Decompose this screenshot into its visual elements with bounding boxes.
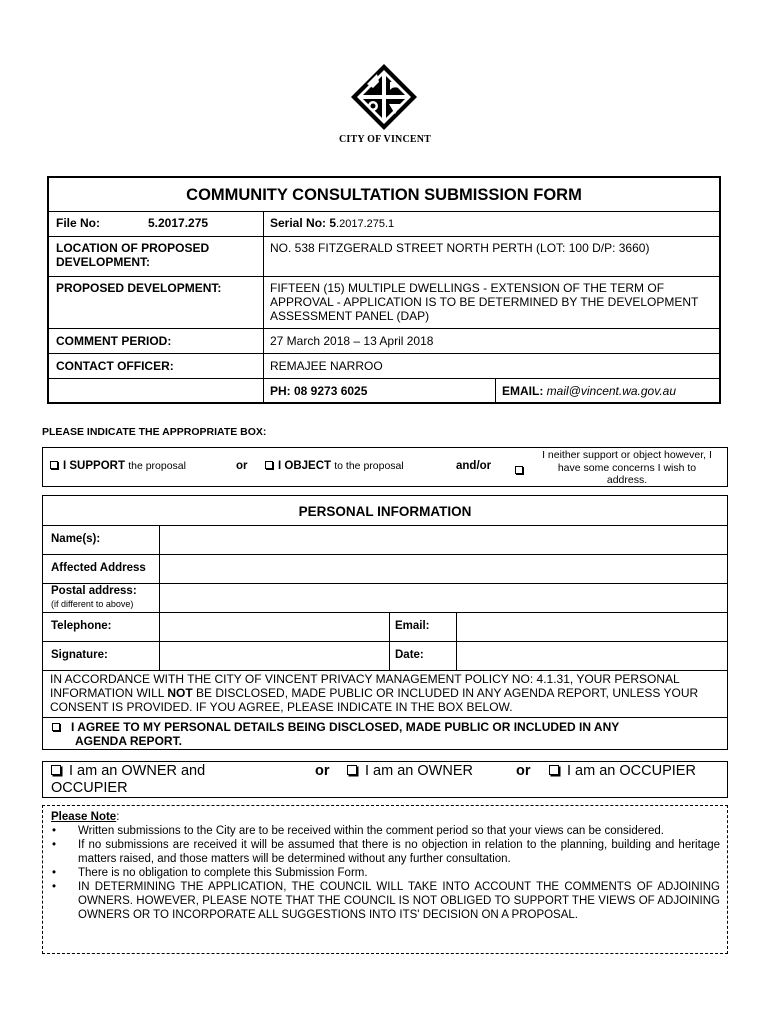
form-title: COMMUNITY CONSULTATION SUBMISSION FORM	[186, 186, 582, 204]
contact-officer-value: REMAJEE NARROO	[270, 359, 383, 373]
owner-occupier-checkbox[interactable]	[51, 765, 61, 775]
personal-information-section	[42, 495, 728, 750]
city-of-vincent-logo	[349, 62, 419, 132]
contact-officer-label: CONTACT OFFICER:	[56, 359, 174, 373]
or-text: or	[315, 763, 330, 779]
consent-checkbox[interactable]	[52, 723, 60, 731]
postal-address-field[interactable]	[160, 584, 727, 612]
file-no-label: File No:	[56, 216, 100, 230]
email-label: Email:	[395, 620, 430, 632]
signature-field[interactable]	[160, 642, 389, 670]
or-text-2: or	[516, 763, 531, 779]
owner-option[interactable]: I am an OWNER	[347, 763, 473, 779]
object-option[interactable]: I OBJECT to the proposal	[265, 460, 404, 472]
telephone-label: Telephone:	[51, 620, 112, 632]
postal-address-note: (if different to above)	[51, 599, 134, 609]
contact-email: EMAIL: mail@vincent.wa.gov.au	[502, 384, 677, 398]
personal-information-title: PERSONAL INFORMATION	[298, 504, 472, 519]
signature-label: Signature:	[51, 649, 108, 661]
support-checkbox[interactable]	[50, 461, 58, 469]
concerns-checkbox[interactable]	[515, 466, 523, 474]
email-field[interactable]	[457, 613, 727, 641]
note-list	[51, 824, 720, 922]
telephone-field[interactable]	[160, 613, 389, 641]
owner-checkbox[interactable]	[347, 765, 357, 775]
please-note-section	[42, 805, 728, 954]
note-item: • If no submissions are received it will be assumed that there is no objection in relation to the planning, building and heritage matters raised, and those matters will be determined without any further consultation.	[52, 839, 720, 865]
occupier-option[interactable]: I am an OCCUPIER	[549, 763, 696, 779]
comment-period-value: 27 March 2018 – 13 April 2018	[270, 334, 434, 348]
privacy-statement: IN ACCORDANCE WITH THE CITY OF VINCENT PRIVACY MANAGEMENT POLICY NO: 4.1.31, YOUR PERSONAL INFORMATION WILL NOT BE DISCLOSED, MADE PUBLIC OR INCLUDED IN ANY AGENDA REPORT, UNLESS YOUR CONSENT IS PROVIDED. IF YOU AGREE, PLEASE INDICATE IN THE BOX BELOW.	[50, 672, 699, 714]
note-heading: Please Note:	[51, 811, 120, 823]
application-details-table	[47, 176, 721, 404]
occupier-checkbox[interactable]	[549, 765, 559, 775]
object-checkbox[interactable]	[265, 461, 273, 469]
note-item: • IN DETERMINING THE APPLICATION, THE COUNCIL WILL TAKE INTO ACCOUNT THE COMMENTS OF ADJOINING OWNERS. HOWEVER, PLEASE NOTE THAT THE COUNCIL IS NOT OBLIGED TO SUPPORT THE VIEWS OF ADJOINING OWNERS OR TO INCORPORATE ALL SUGGESTIONS INTO ITS' DECISION ON A PROPOSAL.	[52, 881, 720, 921]
location-value: NO. 538 FITZGERALD STREET NORTH PERTH (LOT: 100 D/P: 3660)	[270, 241, 650, 255]
andor-text: and/or	[456, 460, 492, 472]
organisation-name: CITY OF VINCENT	[338, 134, 432, 145]
location-label: LOCATION OF PROPOSED DEVELOPMENT:	[56, 241, 210, 269]
note-item: • Written submissions to the City are to be received within the comment period so that your views can be considered.	[52, 825, 664, 837]
proposed-development-label: PROPOSED DEVELOPMENT:	[56, 281, 222, 295]
proposed-development-value: FIFTEEN (15) MULTIPLE DWELLINGS - EXTENSION OF THE TERM OF APPROVAL - APPLICATION IS TO BE DETERMINED BY THE DEVELOPMENT ASSESSMENT PANEL (DAP)	[270, 281, 699, 323]
affected-address-field[interactable]	[160, 555, 727, 583]
note-item: • There is no obligation to complete this Submission Form.	[52, 867, 368, 879]
consent-option[interactable]: I AGREE TO MY PERSONAL DETAILS BEING DISCLOSED, MADE PUBLIC OR INCLUDED IN ANY AGENDA REPORT.	[52, 720, 619, 748]
or-text: or	[236, 460, 248, 472]
names-field[interactable]	[160, 526, 727, 554]
postal-address-label: Postal address:	[51, 585, 137, 597]
date-label: Date:	[395, 649, 424, 661]
date-field[interactable]	[457, 642, 727, 670]
indicate-box-label: PLEASE INDICATE THE APPROPRIATE BOX:	[42, 426, 267, 438]
names-label: Name(s):	[51, 533, 101, 545]
support-object-options	[42, 447, 728, 487]
comment-period-label: COMMENT PERIOD:	[56, 334, 172, 348]
serial-no: Serial No: 5.2017.275.1	[270, 216, 395, 230]
ownership-options	[42, 761, 728, 798]
contact-phone: PH: 08 9273 6025	[270, 384, 368, 398]
file-no-value: 5.2017.275	[148, 216, 209, 230]
concerns-option-text: I neither support or object however, I have some concerns I wish to address.	[542, 449, 712, 486]
affected-address-label: Affected Address	[51, 562, 146, 574]
owner-occupier-option[interactable]: I am an OWNER and OCCUPIER	[51, 763, 206, 796]
support-option[interactable]: I SUPPORT the proposal	[50, 460, 186, 472]
